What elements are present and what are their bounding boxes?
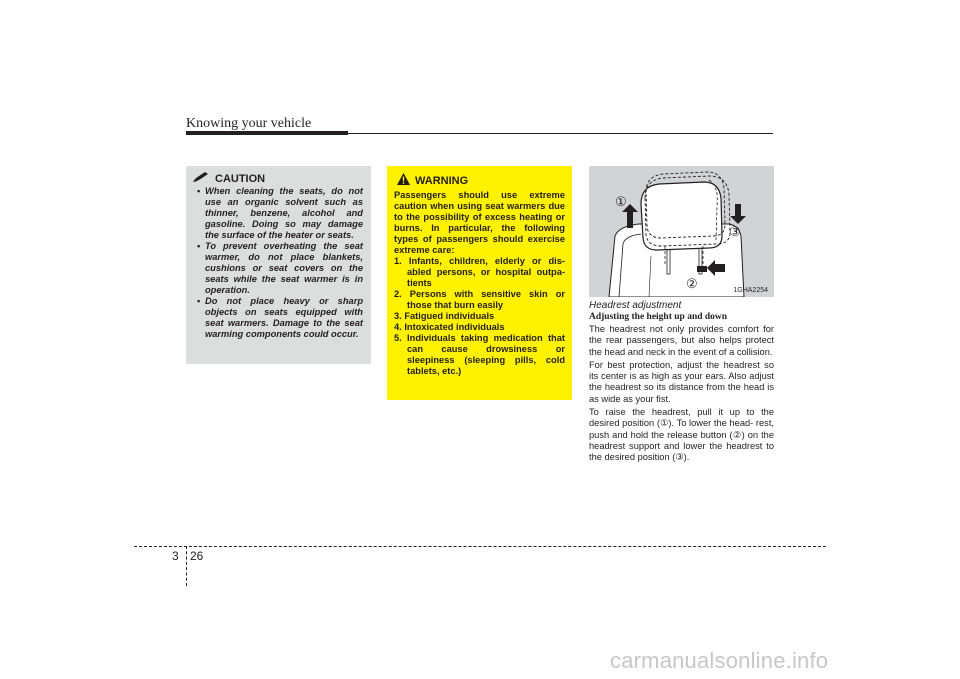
footer-divider (186, 546, 187, 586)
warning-box (387, 166, 572, 400)
warning-item: 2. Persons with sensitive skin or those that burn easily (394, 289, 565, 310)
caution-list (193, 186, 363, 340)
section-title: Headrest adjustment (589, 300, 682, 311)
subsection-title: Adjusting the height up and down (589, 312, 728, 322)
warning-item: 1. Infants, children, elderly or dis- abled persons, or hospital outpa- tients (394, 256, 565, 288)
warning-heading (394, 173, 565, 188)
step-1-label: ① (615, 194, 627, 209)
footer-rule (134, 546, 826, 547)
paragraph: For best protection, adjust the headrest so its center is as high as your ears. Also adjust the headrest so its distance from the head is as wide as your fist. (589, 359, 774, 404)
caution-item: • When cleaning the seats, do not use an organic solvent such as thinner, benzene, alcohol and gasoline. Doing so may damage the surface of the heater or seats. (197, 186, 363, 240)
caution-item: • To prevent overheating the seat warmer, do not place blankets, cushions or seat covers on the seats while the seat warmer is in operation. (197, 241, 363, 295)
step-2-label: ② (686, 276, 698, 291)
pencil-icon (193, 172, 209, 185)
caution-box (186, 166, 371, 364)
warning-intro: Passengers should use extreme caution when using seat warmers due to the possibility of excess heating or burns. In particular, the following types of passengers should exercise extreme care: (394, 190, 565, 255)
headrest-illustration (589, 166, 774, 297)
header-rule-thick (186, 131, 348, 135)
paragraph: The headrest not only provides comfort for the rear passengers, but also helps protect the head and neck in the event of a collision. (589, 324, 774, 357)
page-number: 26 (190, 549, 204, 563)
chapter-number: 3 (172, 549, 179, 563)
warning-item: 3. Fatigued individuals (394, 311, 495, 321)
page-header-title: Knowing your vehicle (186, 116, 312, 131)
warning-list (394, 256, 565, 377)
caution-title: CAUTION (215, 172, 266, 185)
figure-code: 1GHA2254 (733, 287, 768, 294)
paragraph: To raise the headrest, pull it up to the desired position (①). To lower the head- rest, push and hold the release button (②) on the headrest support and lower the headrest to the desired position (③). (589, 407, 774, 463)
warning-item: 5. Individuals taking medication that can cause drowsiness or sleepiness (sleeping pills, cold tablets, etc.) (394, 333, 565, 376)
watermark: carmanualsonline.info (610, 648, 829, 673)
headrest-drawing (589, 166, 774, 297)
warning-triangle-icon (397, 173, 410, 188)
warning-item: 4. Intoxicated individuals (394, 322, 505, 332)
caution-heading (193, 172, 363, 185)
caution-item: • Do not place heavy or sharp objects on seats equipped with seat warmers. Damage to the seat warming components could occur. (197, 296, 363, 339)
header-rule-thin (348, 133, 773, 134)
warning-title: WARNING (415, 174, 469, 187)
step-3-label: ③ (729, 224, 741, 239)
headrest-text (589, 300, 774, 466)
